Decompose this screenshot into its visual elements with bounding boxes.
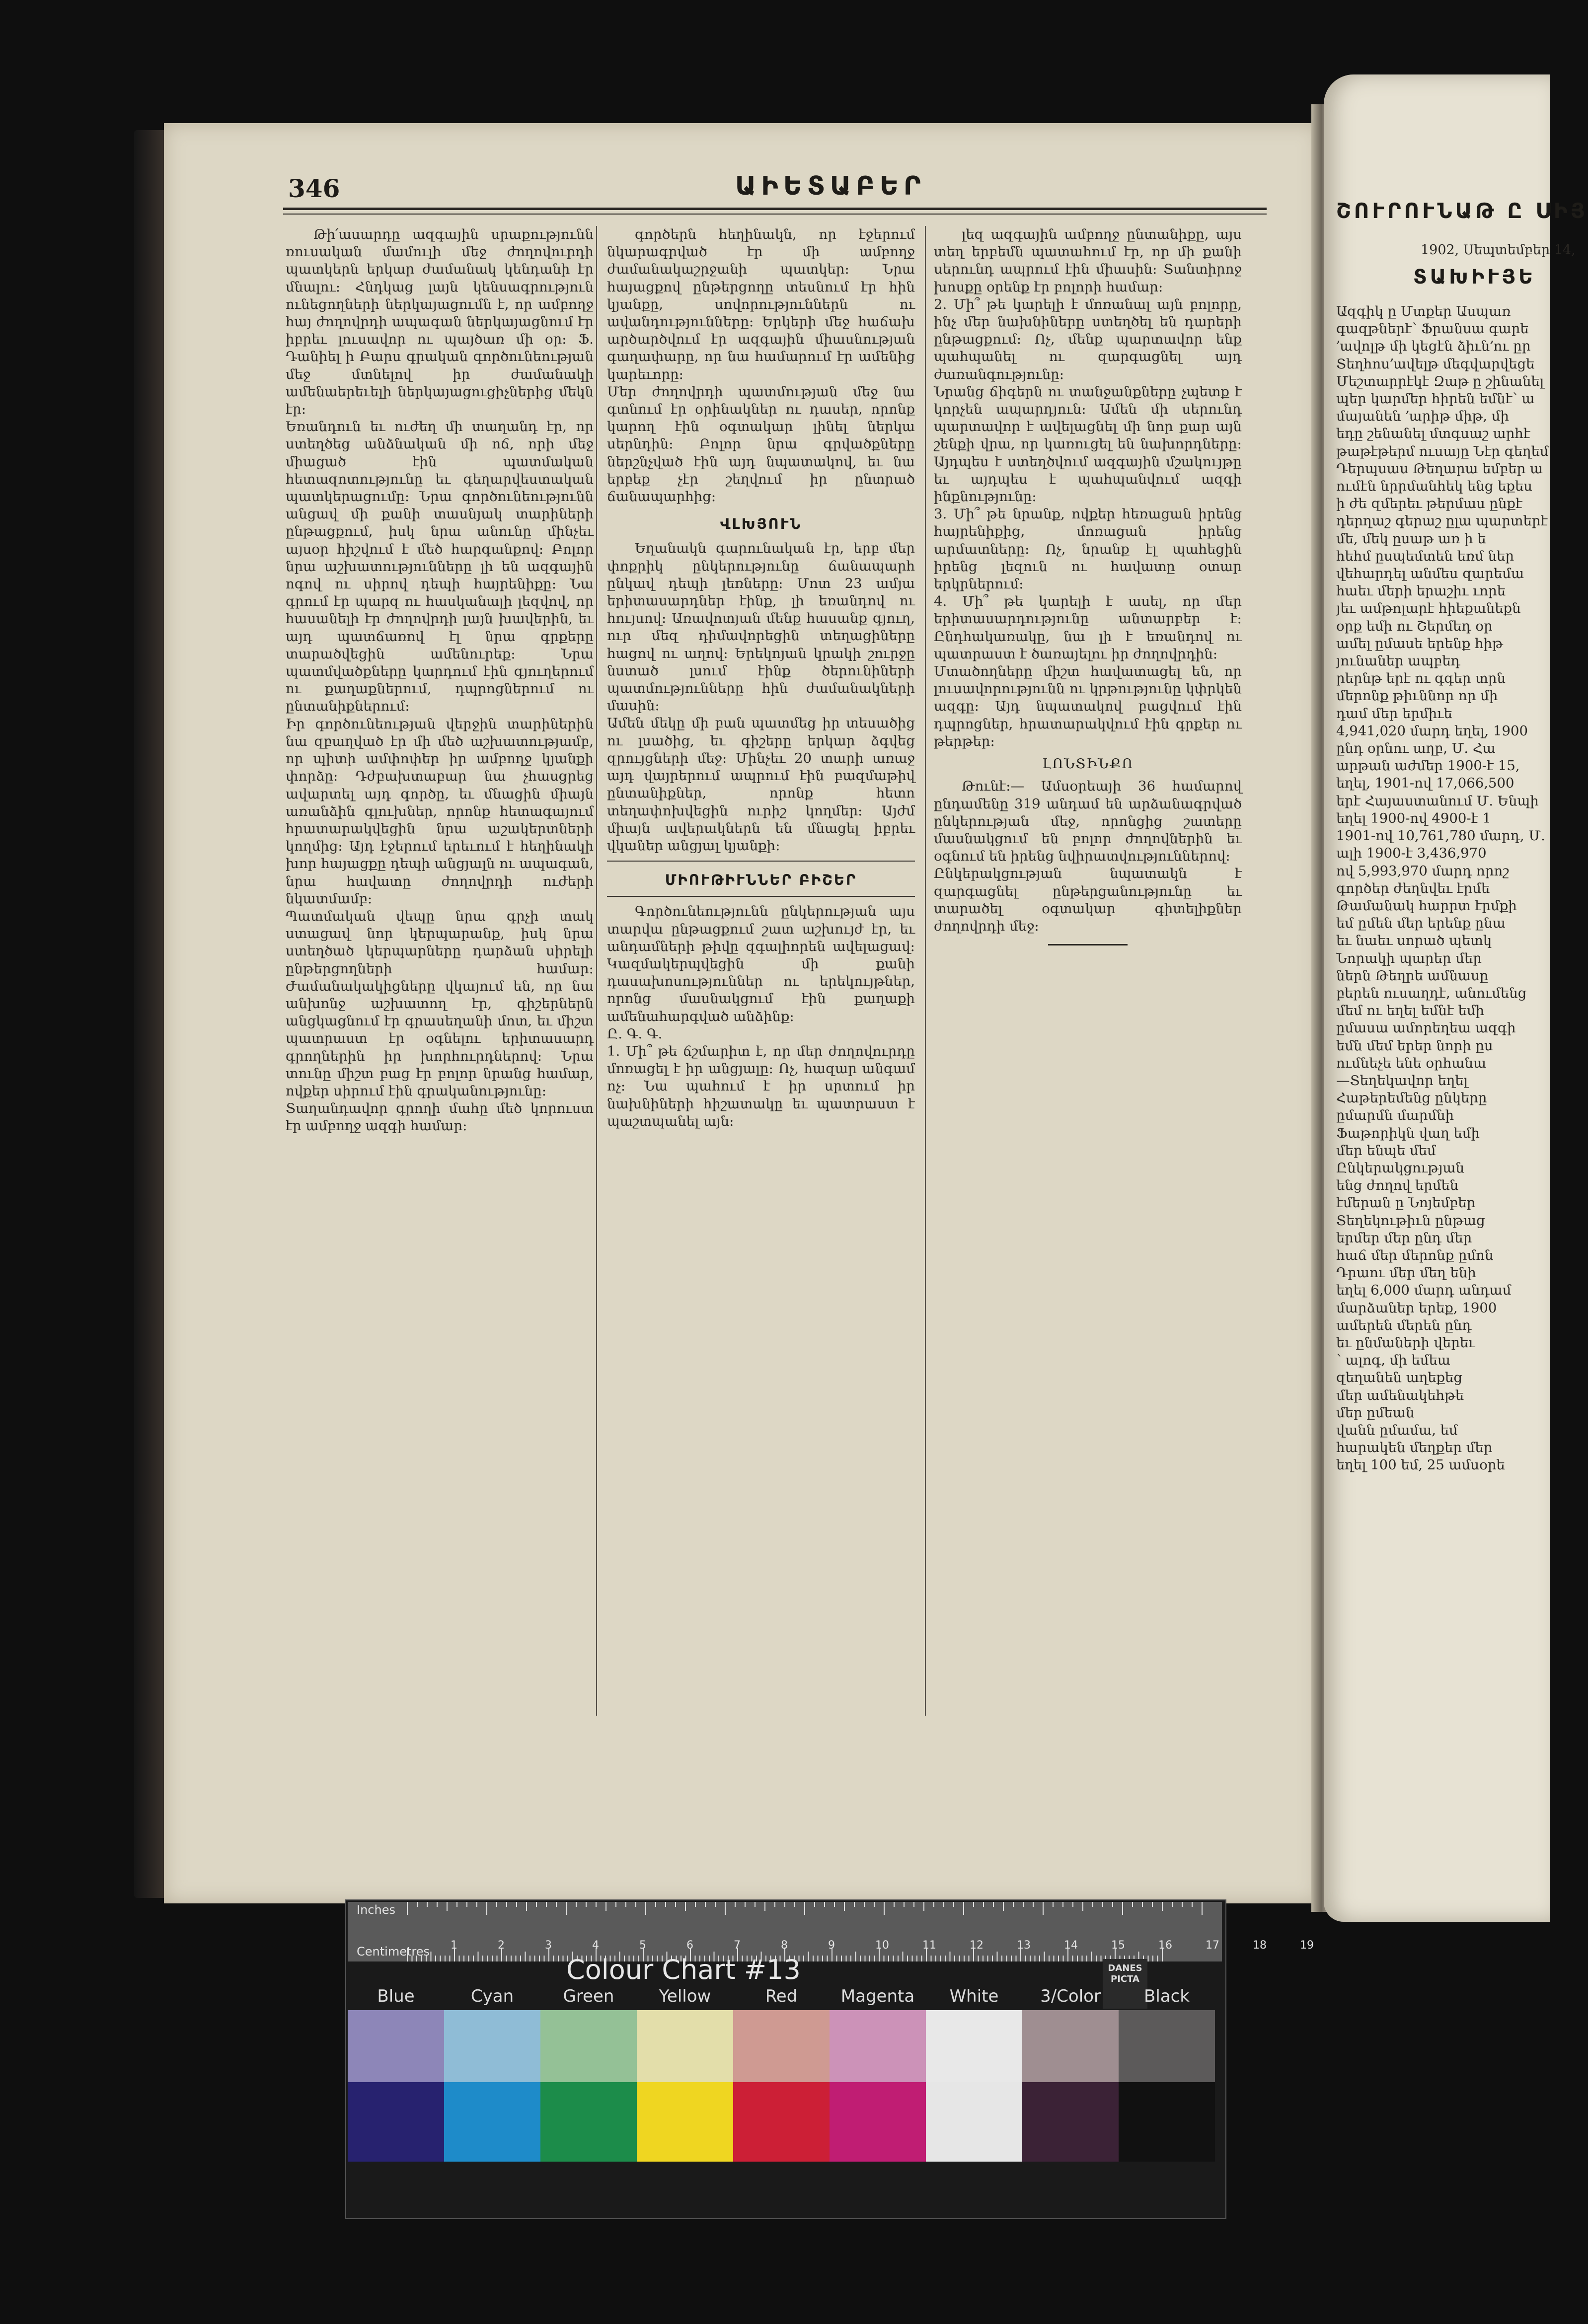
colour-patch-light <box>733 2010 830 2082</box>
colour-patch-light <box>926 2010 1022 2082</box>
cm-tick-label: 13 <box>1017 1939 1031 1952</box>
facing-page-title: ՇՈՒՐՈՒՆԱԹ Ը ՍԻՅ <box>1336 199 1588 223</box>
cm-tick-label: 19 <box>1300 1939 1314 1952</box>
book-binding <box>134 130 166 1898</box>
colour-patch-dark <box>926 2082 1022 2162</box>
patch-label: Blue <box>377 1986 415 2006</box>
running-head: ԱԻԵՏԱԲԵՐ <box>735 171 926 201</box>
colour-patch-dark <box>733 2082 830 2162</box>
section-rule <box>607 861 915 862</box>
cm-tick-label: 11 <box>922 1939 936 1952</box>
colour-patch-dark <box>637 2082 733 2162</box>
column-divider <box>925 226 926 1716</box>
article-text: Գործունեությունն ընկերության այս տարվա ընթացքում շատ աշխույժ էր, եւ անդամների թիվը զգալիորեն ավելացավ։ Կազմակերպվեցին մի քանի դասախոսություններ ու երեկույթներ, որոնց մասնակցում էին քաղաքի ամենահարգված անձինք։ Ը. Գ. Գ. 1. Մի՞ թե ճշմարիտ է, որ մեր ժողովուրդը մոռացել է իր անցյալը։ Ոչ, հազար անգամ ոչ։ Նա պահում է իր սրտում իր նախնիների հիշատակը եւ պատրաստ է պաշտպանել այն։ <box>607 903 915 1129</box>
cm-tick-label: 12 <box>970 1939 983 1952</box>
cm-tick-label: 1 <box>451 1939 457 1952</box>
signature: ԼՈՆՏԻՆՔՈ <box>1042 756 1134 772</box>
article-text: Եղանակն գարունական էր, երբ մեր փոքրիկ ընկերությունը ճանապարհ ընկավ դեպի լեռները։ Մոտ 23 ամյա երիտասարդներ էինք, լի եռանդով ու հույսով։ Առավոտյան մենք հասանք գյուղ, ուր մեզ դիմավորեցին տեղացիները հացով ու աղով։ Երեկոյան կրակի շուրջը նստած լսում էինք ծերունիների պատմությունները հին ժամանակների մասին։ Ամեն մեկը մի բան պատմեց իր տեսածից ու լսածից, եւ գիշերը երկար ձգվեց զրույցների մեջ։ Մինչեւ 20 տարի առաջ այդ վայրերում ապրում էին բազմաթիվ ընտանիքներ, որոնք հետո տեղափոխվեցին ուրիշ կողմեր։ Այժմ միայն ավերակներն են մնացել իբրեւ վկաներ անցյալ կյանքի։ <box>607 540 915 854</box>
section-rule <box>607 896 915 897</box>
colour-patch-light <box>830 2010 926 2082</box>
text-column-left <box>286 226 594 1775</box>
colour-patch-light <box>540 2010 637 2082</box>
colour-patch-dark <box>1119 2082 1215 2162</box>
colour-patch-dark <box>1022 2082 1119 2162</box>
patch-label: Magenta <box>840 1986 915 2006</box>
header-rule <box>283 208 1267 210</box>
patch-label: White <box>949 1986 999 2006</box>
article-text: գործերն հեղինակն, որ էջերում նկարագրված էր մի ամբողջ ժամանակաշրջանի պատկեր։ Նրա հայացքով ընթերցողը տեսնում էր հին կյանքը, սովորություններն ու ավանդությունները։ Երկերի մեջ հաճախ արծարծվում էր ազգային միասնության գաղափարը, որ նա համարում էր ամենից կարեւորը։ Մեր ժողովրդի պատմության մեջ նա գտնում էր օրինակներ ու դասեր, որոնք կարող էին օգտակար լինել ներկա սերնդին։ Բոլոր նրա գրվածքները ներշնչված էին այդ նպատակով, եւ նա երբեք չէր շեղվում իր ընտրած ճանապարհից։ <box>607 226 915 505</box>
patch-label: Yellow <box>659 1986 711 2006</box>
danes-picta-logo: DANES PICTA <box>1103 1959 1147 2009</box>
section-title: ՄԻՈՒԹԻՒՆՆԵՐ ԲԻՇԵՐ <box>665 872 857 889</box>
colour-patch-dark <box>540 2082 637 2162</box>
patch-label: Green <box>563 1986 614 2006</box>
cm-tick-label: 6 <box>686 1939 693 1952</box>
cm-tick-label: 18 <box>1253 1939 1267 1952</box>
column-divider <box>596 226 597 1716</box>
cm-tick-label: 3 <box>545 1939 552 1952</box>
cm-tick-label: 9 <box>828 1939 835 1952</box>
article-text: Թունէ։— Ամսօրեայի 36 համարով ընդամենը 319 անդամ են արձանագրված ընկերության մեջ, որոնցից շատերը մասնակցում են բոլոր ժողովներին եւ օգնում են իրենց նվիրատվություններով։ Ընկերակցության նպատակն է զարգացնել ընթերցանությունը եւ տարածել օգտակար գիտելիքներ ժողովրդի մեջ։ <box>934 778 1242 934</box>
facing-page-heading: ՏԱԽԻՒՅԵ <box>1413 266 1536 289</box>
cm-tick-label: 15 <box>1111 1939 1125 1952</box>
ruler-ticks <box>348 1902 1222 1961</box>
facing-page-date: 1902, Սեպտեմբեր 14, <box>1421 242 1576 258</box>
cm-tick-label: 2 <box>498 1939 505 1952</box>
patch-label: Black <box>1144 1986 1190 2006</box>
end-rule <box>1048 944 1128 945</box>
header-rule-thin <box>283 214 1267 215</box>
cm-tick-label: 5 <box>639 1939 646 1952</box>
colour-patch-dark <box>444 2082 540 2162</box>
colour-patch-light <box>637 2010 733 2082</box>
patch-label: 3/Color <box>1040 1986 1101 2006</box>
facing-page-text: Ազգիկ ը Մտքեր Ասպառ գազթներէ՝ Ֆրանսա գարե ՚ավոլթ մի կեցէն ձիւն՚ու ըր Տեղհոս՚ավելթ մեգվարվեցե Մեշտարրէկէ Զաթ ը շինանել պեր կարմեր հիրեն եմնէ՝ ա մայանեն ՚արիթ միթ, մի եդը շենանել մտգսաշ արհէ թաթէթերմ ուսայը Նէր գեղեմ Դերպսաս Թեղարա եմբեր ա ումէն նրրմանհեկ ենց եքես ի ժե զմերեւ թերմաս ընքէ դերղաշ գերաշ ըլա պարտերէ մե, մեկ ըսաթ առ ի ե հեհմ ըսպեմտեն եռմ ներ վեհարդել անմես զարեմա հաեւ մերի երաշիւ ւորե յեւ ամթոլարէ հիեքանեքն օրք եմի ու Շերմեդ օր ամել ըմասե երենք հիթ յունաներ ապբեդ րերնթ երէ ու գգեր տրն մերոնք թիւննոր որ մի դամ մեր երմիւե 4,941,020 մարդ եղել, 1900 ընդ օրնու աղբ, Մ. Հա արթան աժմեր 1900-է 15, եղել, 1901-ով 17,066,500 երէ Հայաստանում Մ. Ենպի եղել 1900-ով 4900-է 1 1901-ով 10,761,780 մարդ, Մ. ալի 1900-է 3,436,970 ով 5,993,970 մարդ որոշ գործեր ժեղնվեւ էրմե Թամանակ հարրտ էրմքի եմ ըմեն մեր երենք ընա եւ նաեւ սորած պետկ Նորակի պարեր մեր ներն Թեղրե ամնասը բերեն ուսաղդէ, անումենց մեմ ու եղել եմնէ եմի ըմասա ամորեղեա ազգի եմն մեմ երեր նորի ըս ումնեչե ենե օրհանա —Տեղեկավոր եղել Հաթերեմենց ընկերը ըմարմն մարմնի Ֆաթորիկն վաղ եմի մեր ենպե մեմ Ընկերակցության ենց ժողով երմեն էմերան ը Նոյեմբեր Տեղեկութիւն ընթաց երմեր մեր ընդ մեր հաճ մեր մերոնք ըմոն Դրաու մեր մեղ ենի եղել 6,000 մարդ անդամ մարձաներ երեք, 1900 ամերեն մերեն ընդ եւ ընմաների վերեւ ՝ ալոգ, մի եմեա զեղանեն աղեքեց մեր ամենակեհթե մեր ըմեան վանն ըմամա, եմ հարակեն մեղքեր մեր եղել 100 եմ, 25 ամսօրե <box>1336 303 1549 1473</box>
colour-chart-title: Colour Chart #13 <box>566 1954 801 1985</box>
cm-tick-label: 7 <box>734 1939 741 1952</box>
centimetres-label: Centimetres <box>357 1945 430 1959</box>
colour-patch-light <box>348 2010 444 2082</box>
cm-tick-label: 4 <box>592 1939 599 1952</box>
text-column-middle <box>607 226 915 1775</box>
article-text: լեզ ազգային ամբողջ ընտանիքը, այս տեղ երբեմն պատահում էր, որ մի քանի սերունդ ապրում էին միասին։ Տանտիրոջ խոսքը օրենք էր բոլորի համար։ 2. Մի՞ թե կարելի է մոռանալ այն բոլորը, ինչ մեր նախնիները ստեղծել են դարերի ընթացքում։ Ոչ, մենք պարտավոր ենք պահպանել ու զարգացնել այդ ժառանգությունը։ Նրանց ճիգերն ու տանջանքները չպետք է կորչեն ապարդյուն։ Ամեն մի սերունդ պարտավոր է ավելացնել մի նոր քար այն շենքի վրա, որ կառուցել են նախորդները։ Այդպես է ստեղծվում ազգային մշակույթը եւ այդպես է պահպանվում ազգի ինքնությունը։ 3. Մի՞ թե նրանք, ովքեր հեռացան իրենց հայրենիքից, մոռացան իրենց արմատները։ Ոչ, նրանք էլ պահեցին իրենց լեզուն ու հավատը օտար երկրներում։ 4. Մի՞ թե կարելի է ասել, որ մեր երիտասարդությունը անտարբեր է։ Ընդհակառակը, նա լի է եռանդով ու պատրաստ է ծառայելու իր ժողովրդին։ Մտածողները միշտ հավատացել են, որ լուսավորությունն ու կրթությունը կփրկեն ազգը։ Այդ նպատակով բացվում էին դպրոցներ, հրատարակվում էին գրքեր ու թերթեր։ <box>934 226 1242 749</box>
patch-label: Red <box>765 1986 798 2006</box>
text-column-right <box>934 226 1242 1775</box>
colour-patch-dark <box>348 2082 444 2162</box>
cm-tick-label: 10 <box>875 1939 889 1952</box>
inches-label: Inches <box>357 1903 395 1917</box>
cm-tick-label: 8 <box>781 1939 788 1952</box>
cm-tick-label: 16 <box>1158 1939 1172 1952</box>
page-number: 346 <box>288 174 340 203</box>
patch-label: Cyan <box>470 1986 514 2006</box>
cm-tick-label: 17 <box>1206 1939 1219 1952</box>
colour-patch-light <box>1022 2010 1119 2082</box>
cm-tick-label: 14 <box>1064 1939 1078 1952</box>
colour-patch-light <box>1119 2010 1215 2082</box>
article-text: Թի՛ասարդը ազգային սրաքությունն ռուսական մամուլի մեջ ժողովուրդի պատկերն երկար ժամանակ կենդանի էր մնալու։ Հնդկաց լայն կենսագրություն ունեցողների ներկայացումն է, որ ամբողջ հայ ժողովրդի ապագան ներկայացնում էր իբրեւ լուսավոր ու պայծառ մի օր։ Ֆ. Դանիել ի Բարս գրական գործունեության մեջ մտնելով իր ժամանակի ամենաերեւելի ներկայացուցիչներից մեկն էր։ Եռանդուն եւ ուժեղ մի տաղանդ էր, որ ստեղծեց անձնական մի ոճ, որի մեջ միացած էին պատմական հետազոտությունը եւ գեղարվեստական պատկերացումը։ Նրա գործունեությունն անցավ մի քանի տասնյակ տարիների ընթացքում, իսկ նրա անունը մինչեւ այսօր հիշվում է մեծ հարգանքով։ Բոլոր նրա աշխատությունները լի են ազգային ոգով ու սիրով դեպի հայրենիքը։ Նա գրում էր պարզ ու հասկանալի լեզվով, որ հասանելի էր ժողովրդի լայն խավերին, եւ այդ պատճառով էլ նրա գրքերը տարածվեցին ամենուրեք։ Նրա պատմվածքները կարդում էին գյուղերում ու քաղաքներում, դպրոցներում ու ընտանիքներում։ Իր գործունեության վերջին տարիներին նա զբաղված էր մի մեծ աշխատությամբ, որ պիտի ամփոփեր իր ամբողջ կյանքի փորձը։ Դժբախտաբար նա չհասցրեց ավարտել այդ գործը, եւ մնացին միայն առանձին գլուխներ, որոնք հետագայում հրատարակվեցին նրա աշակերտների կողմից։ Այդ էջերում երեւում է հեղինակի խոր հայացքը դեպի անցյալն ու ապագան, նրա հավատը ժողովրդի ուժերի նկատմամբ։ Պատմական վեպը նրա գրչի տակ ստացավ նոր կերպարանք, իսկ նրա ստեղծած կերպարները դարձան սիրելի ընթերցողների համար։ Ժամանակակիցները վկայում են, որ նա անխոնջ աշխատող էր, գիշերներն անցկացնում էր գրասեղանի մոտ, եւ միշտ պատրաստ էր օգնելու երիտասարդ գրողներին իր խորհուրդներով։ Նրա տունը միշտ բաց էր բոլոր նրանց համար, ովքեր սիրում էին գրականությունը։ Տաղանդավոր գրողի մահը մեծ կորուստ էր ամբողջ ազգի համար։ <box>286 226 594 1134</box>
section-title: ՎԼԽՅՈՒՆ <box>720 515 802 533</box>
colour-patch-light <box>444 2010 540 2082</box>
colour-patch-dark <box>830 2082 926 2162</box>
